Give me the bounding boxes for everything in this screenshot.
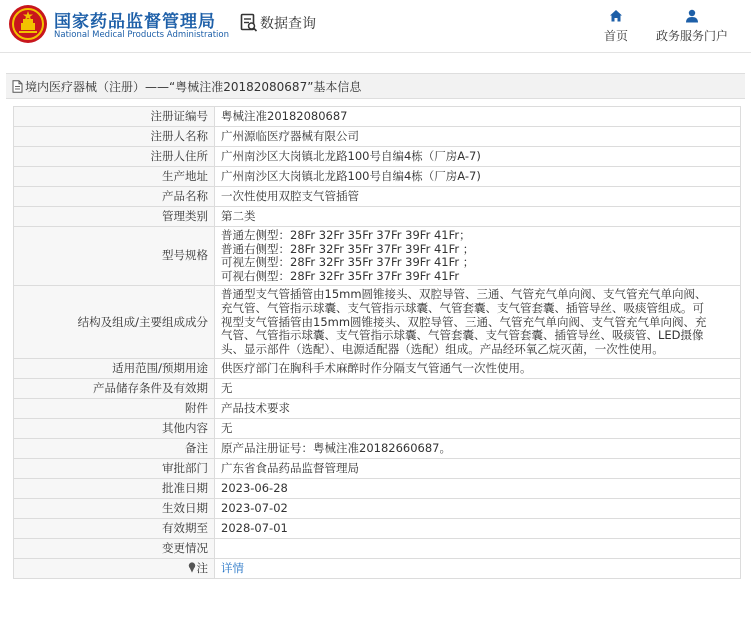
user-icon [684, 8, 700, 24]
table-row [14, 167, 741, 187]
field-label: 注册证编号 [14, 107, 215, 127]
field-label: 生效日期 [14, 499, 215, 519]
field-label: 批准日期 [14, 479, 215, 499]
field-value-line: 视型支气管插管由15mm圆锥接头、双腔导管、三通、气管充气单向阀、支气管充气单向阀、充 [221, 314, 707, 329]
table-row [14, 479, 741, 499]
field-value-note [215, 559, 741, 579]
field-value: 2028-07-01 [215, 519, 741, 539]
field-label: 有效期至 [14, 519, 215, 539]
field-value-line: 普通型支气管插管由15mm圆锥接头、双腔导管、三通、气管充气单向阀、支气管充气单向阀、 [221, 287, 707, 302]
field-label: 注册人名称 [14, 127, 215, 147]
field-label: 审批部门 [14, 459, 215, 479]
table-row [14, 399, 741, 419]
field-label: 生产地址 [14, 167, 215, 187]
field-value: 广州南沙区大岗镇北龙路100号自编4栋（厂房A-7) [215, 167, 741, 187]
field-label-note [14, 559, 215, 579]
field-label: 备注 [14, 439, 215, 459]
field-label: 型号规格 [14, 227, 215, 286]
data-query-icon [240, 13, 258, 33]
table-row [14, 539, 741, 559]
field-label: 附件 [14, 399, 215, 419]
table-row [14, 499, 741, 519]
field-value-line: 气管、气管指示球囊、支气管指示球囊、气管套囊、支气管套囊、插管导丝、吸痰管、LED摄像 [221, 328, 704, 343]
national-emblem-logo[interactable] [8, 4, 48, 44]
field-value: 粤械注准20182080687 [215, 107, 741, 127]
field-value-line: 普通左侧型：28Fr 32Fr 35Fr 37Fr 39Fr 41Fr； [221, 228, 471, 242]
field-value: 广州源临医疗器械有限公司 [215, 127, 741, 147]
table-row [14, 127, 741, 147]
record-title-bar [6, 73, 745, 99]
record-title: 境内医疗器械（注册）——“粤械注准20182080687”基本信息 [25, 79, 362, 94]
field-label: 产品储存条件及有效期 [14, 379, 215, 399]
table-row [14, 207, 741, 227]
document-icon [12, 80, 23, 93]
table-row [14, 419, 741, 439]
field-label: 变更情况 [14, 539, 215, 559]
field-label: 产品名称 [14, 187, 215, 207]
field-value-line: 可视左侧型：28Fr 32Fr 35Fr 37Fr 39Fr 41Fr ； [221, 255, 475, 270]
device-info-table [13, 106, 741, 579]
field-label: 适用范围/预期用途 [14, 359, 215, 379]
field-value [215, 539, 741, 559]
field-value [215, 227, 741, 286]
table-row [14, 227, 741, 286]
field-value: 第二类 [215, 207, 741, 227]
field-value: 供医疗部门在胸科手术麻醉时作分隔支气管通气一次性使用。 [215, 359, 741, 379]
table-row [14, 147, 741, 167]
brand-name-en: National Medical Products Administration [54, 30, 229, 40]
field-value: 一次性使用双腔支气管插管 [215, 187, 741, 207]
field-value: 产品技术要求 [215, 399, 741, 419]
site-header [0, 0, 751, 53]
field-value: 广州南沙区大岗镇北龙路100号自编4栋（厂房A-7) [215, 147, 741, 167]
field-value: 无 [215, 419, 741, 439]
field-value-line: 可视右侧型：28Fr 32Fr 35Fr 37Fr 39Fr 41Fr [221, 268, 460, 283]
table-row [14, 379, 741, 399]
field-value-line: 充气管、气管指示球囊、支气管指示球囊、气管套囊、支气管套囊、插管导丝、吸痰管组成。可 [221, 300, 704, 315]
nav-home[interactable] [576, 8, 656, 44]
nav-service-portal[interactable] [652, 8, 732, 44]
field-value [215, 286, 741, 359]
field-value: 2023-07-02 [215, 499, 741, 519]
table-row [14, 286, 741, 359]
pin-icon [188, 562, 196, 573]
note-label: 注 [196, 561, 208, 576]
table-row [14, 439, 741, 459]
field-label: 结构及组成/主要组成成分 [14, 286, 215, 359]
table-row-note [14, 559, 741, 579]
table-row [14, 359, 741, 379]
table-row [14, 107, 741, 127]
nav-service-portal-label: 政务服务门户 [655, 29, 728, 43]
field-value-line: 普通右侧型：28Fr 32Fr 35Fr 37Fr 39Fr 41Fr ； [221, 241, 475, 256]
field-value: 原产品注册证号：粤械注准20182660687。 [215, 439, 741, 459]
home-icon [608, 8, 624, 24]
table-row [14, 519, 741, 539]
table-row [14, 459, 741, 479]
field-value: 无 [215, 379, 741, 399]
brand-name-cn: 国家药品监督管理局 [54, 12, 216, 32]
details-link[interactable]: 详情 [221, 561, 244, 576]
field-label: 管理类别 [14, 207, 215, 227]
nav-home-label: 首页 [603, 29, 628, 43]
data-query-label: 数据查询 [260, 16, 316, 32]
table-row [14, 187, 741, 207]
data-query-link[interactable] [240, 12, 316, 34]
field-label: 注册人住所 [14, 147, 215, 167]
field-value-line: 头、显示部件（选配）、电源适配器（选配）组成。产品经环氧乙烷灭菌，一次性使用。 [221, 341, 664, 356]
field-value: 广东省食品药品监督管理局 [215, 459, 741, 479]
field-label: 其他内容 [14, 419, 215, 439]
field-value: 2023-06-28 [215, 479, 741, 499]
